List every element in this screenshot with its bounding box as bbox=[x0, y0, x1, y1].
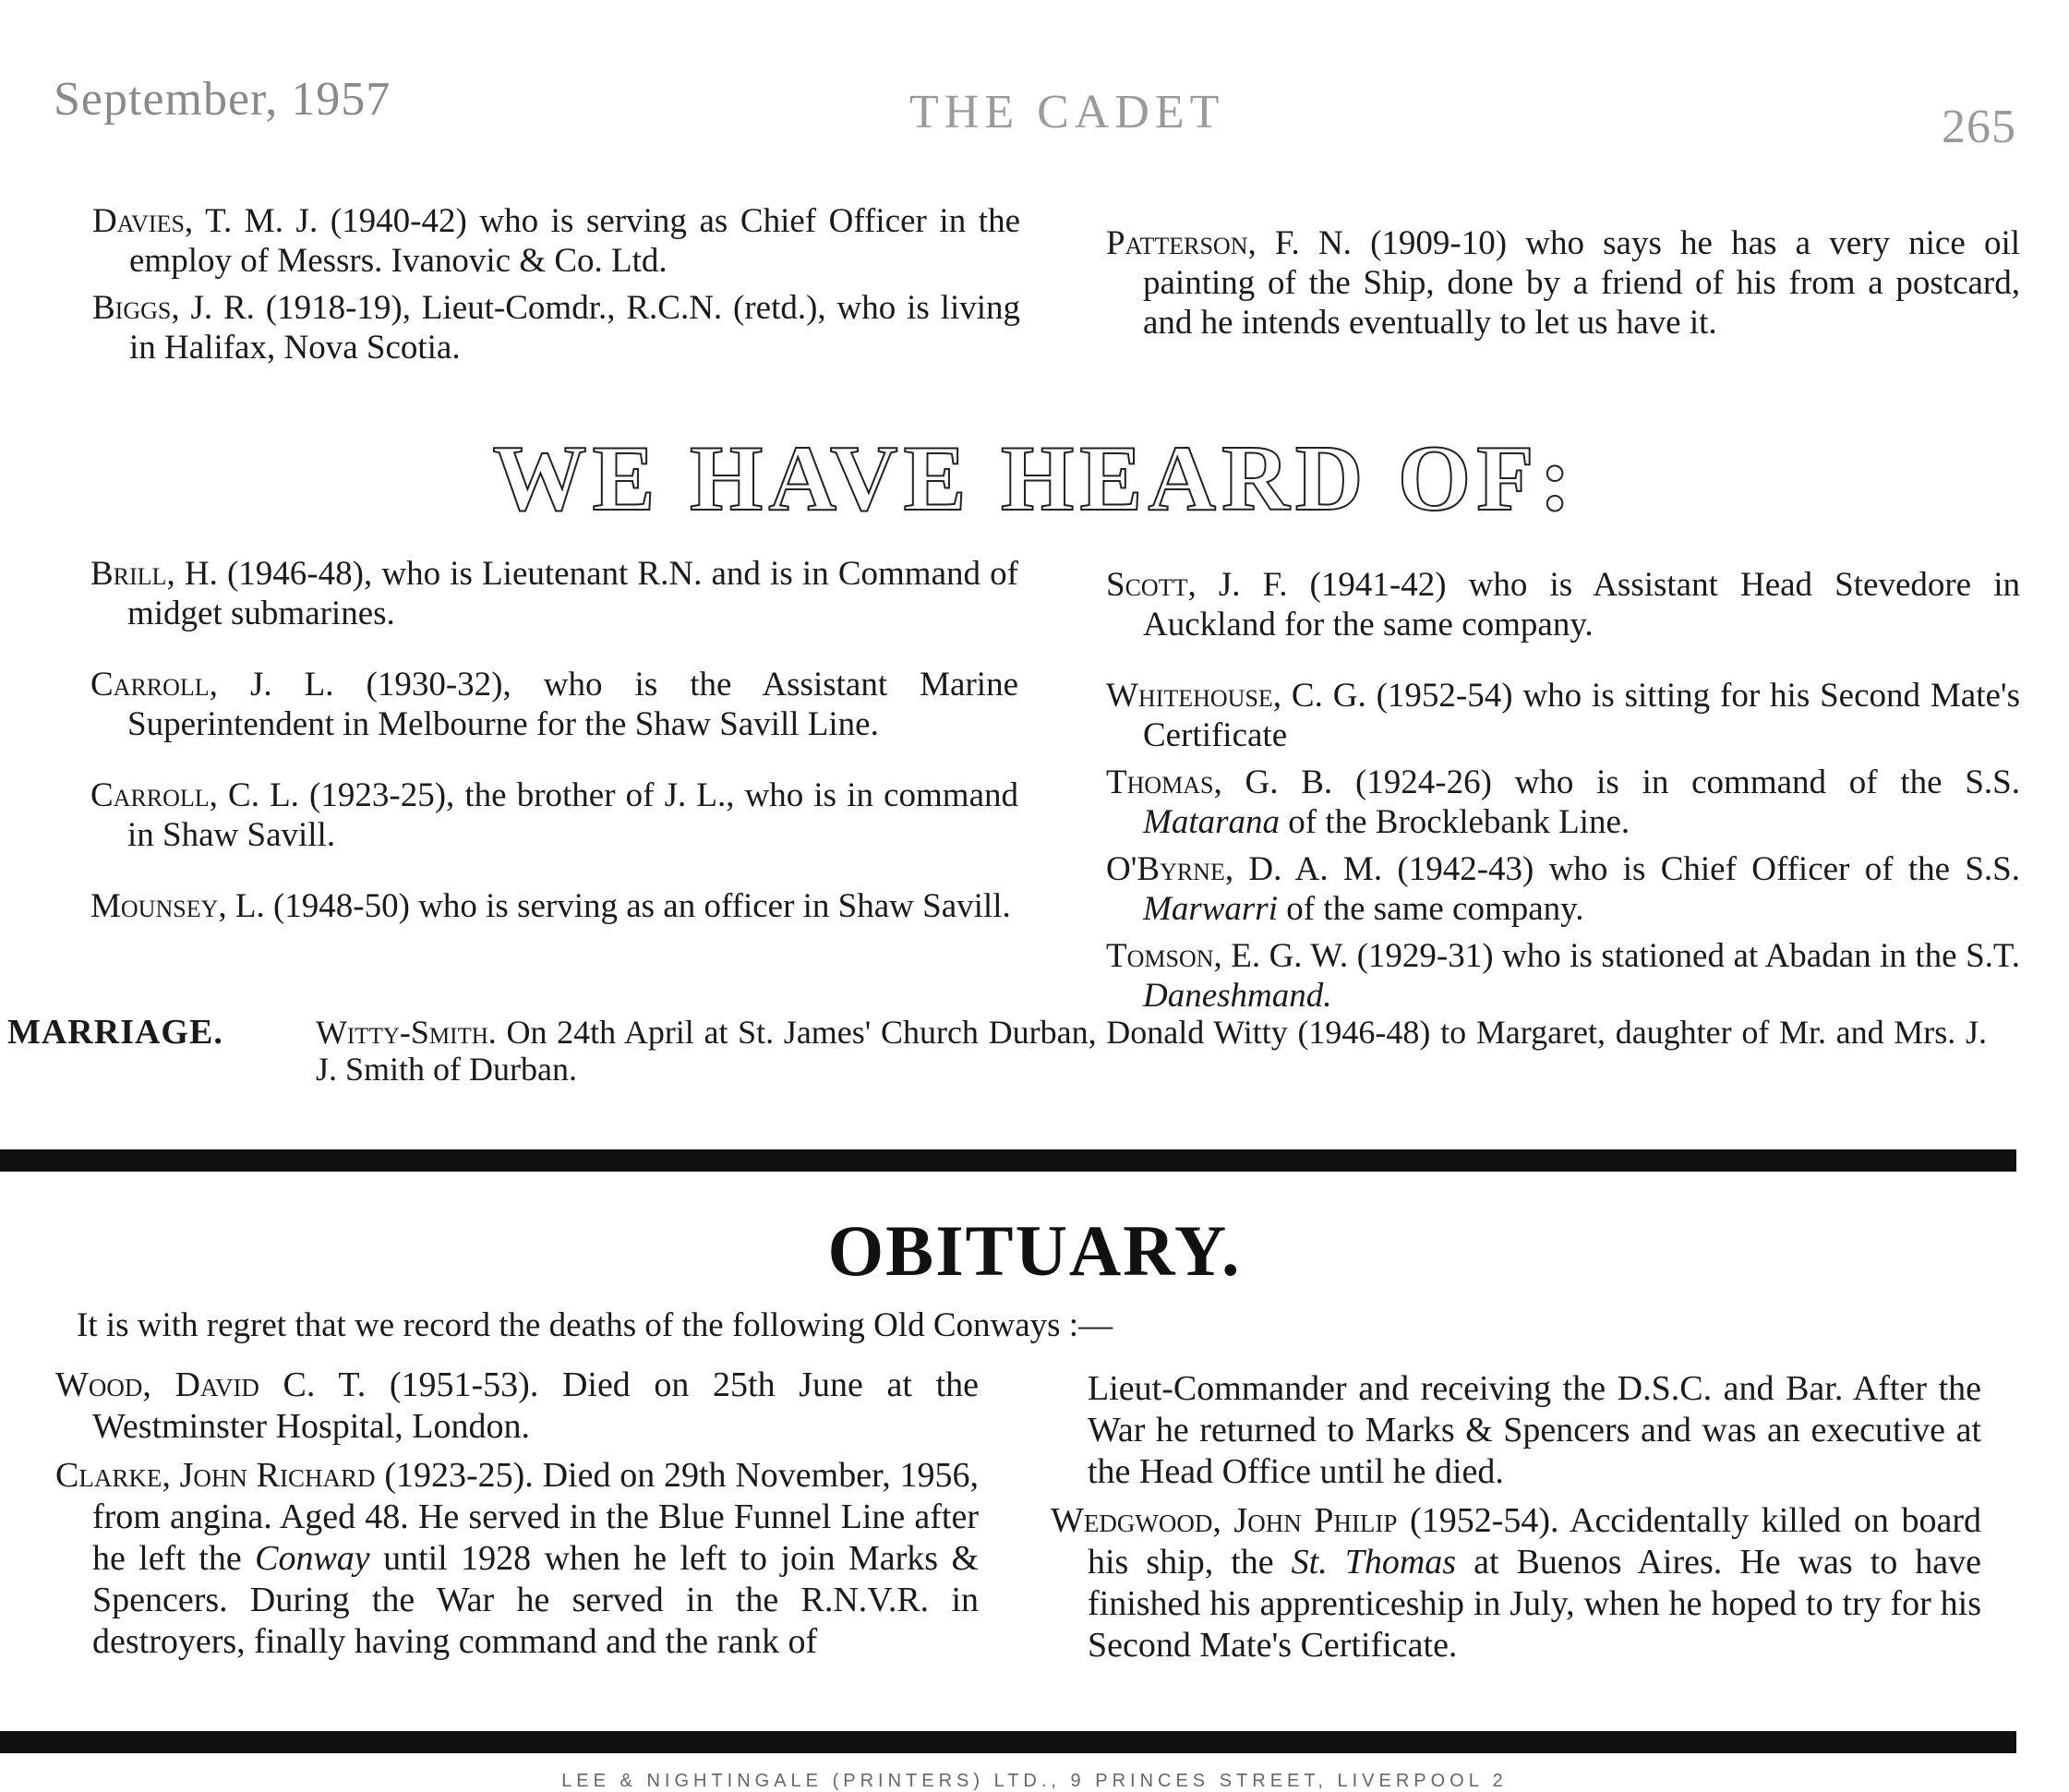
entry-brill: Brill, H. (1946-48), who is Lieutenant R.N. and is in Command of midget submarines. bbox=[90, 555, 1018, 632]
section-divider bbox=[0, 1149, 2016, 1172]
entry-patterson: Patterson, F. N. (1909-10) who says he has a very nice oil painting of the Ship, done by a friend of his from a postcard, and he intends eventually to let us have it. bbox=[1106, 224, 2021, 342]
obituary-right-column bbox=[1051, 1368, 1981, 1674]
entry-biggs: Biggs, J. R. (1918-19), Lieut-Comdr., R.C.N. (retd.), who is living in Halifax, Nova Scotia. bbox=[92, 289, 1020, 367]
header-date: September, 1957 bbox=[54, 73, 391, 126]
obit-wood: Wood, David C. T. (1951-53). Died on 25th June at the Westminster Hospital, London. bbox=[55, 1365, 979, 1446]
top-right-column bbox=[1106, 223, 2020, 350]
entry-tomson: Tomson, E. G. W. (1929-31) who is stationed at Abadan in the S.T. Daneshmand. bbox=[1106, 937, 2020, 1015]
entry-scott: Scott, J. F. (1941-42) who is Assistant Head Stevedore in Auckland for the same company. bbox=[1106, 566, 2020, 643]
entry-thomas: Thomas, G. B. (1924-26) who is in command of the S.S. Matarana of the Brocklebank Line. bbox=[1106, 764, 2020, 841]
obit-clarke-continued: Lieut-Commander and receiving the D.S.C. and Bar. After the War he returned to Marks & Spencers and was an executive at the Head Office until he died. bbox=[1088, 1369, 1981, 1491]
obit-wedgwood: Wedgwood, John Philip (1952-54). Accidentally killed on board his ship, the St. Thomas at Buenos Aires. He was to have finished his apprenticeship in July, when he hoped to try for his Second Mate's Certificate. bbox=[1051, 1501, 1981, 1665]
heard-left-column bbox=[90, 554, 1018, 933]
obituary-heading: OBITUARY. bbox=[827, 1210, 1242, 1291]
entry-carroll-jl: Carroll, J. L. (1930-32), who is the Assistant Marine Superintendent in Melbourne for the Shaw Savill Line. bbox=[90, 666, 1018, 743]
bottom-divider bbox=[0, 1731, 2016, 1753]
printer-imprint: LEE & NIGHTINGALE (PRINTERS) LTD., 9 PRINCES STREET, LIVERPOOL 2 bbox=[561, 1771, 1508, 1791]
entry-carroll-cl: Carroll, C. L. (1923-25), the brother of J. L., who is in command in Shaw Savill. bbox=[90, 776, 1018, 854]
entry-whitehouse: Whitehouse, C. G. (1952-54) who is sitting for his Second Mate's Certificate bbox=[1106, 677, 2020, 754]
magazine-title: THE CADET bbox=[909, 86, 1225, 138]
obituary-intro: It is with regret that we record the deaths of the following Old Conways :— bbox=[77, 1306, 1113, 1344]
obit-clarke: Clarke, John Richard (1923-25). Died on 29th November, 1956, from angina. Aged 48. He served in the Blue Funnel Line after he left the Conway until 1928 when he left to join Marks & Spencers. During the War he served in the R.N.V.R. in destroyers, finally having command and the rank of bbox=[55, 1456, 979, 1661]
marriage-label: MARRIAGE. bbox=[7, 1013, 223, 1052]
entry-obyrne: O'Byrne, D. A. M. (1942-43) who is Chief Officer of the S.S. Marwarri of the same company. bbox=[1106, 850, 2021, 928]
heard-of-heading: WE HAVE HEARD OF: bbox=[492, 427, 1577, 531]
top-left-column bbox=[92, 201, 1020, 375]
entry-davies: Davies, T. M. J. (1940-42) who is serving as Chief Officer in the employ of Messrs. Ivanovic & Co. Ltd. bbox=[92, 202, 1021, 280]
entry-mounsey: Mounsey, L. (1948-50) who is serving as an officer in Shaw Savill. bbox=[90, 887, 1011, 925]
obituary-left-column bbox=[55, 1365, 979, 1670]
heard-right-column bbox=[1106, 565, 2020, 1023]
page-number: 265 bbox=[1942, 101, 2016, 153]
marriage-text: Witty-Smith. On 24th April at St. James' Church Durban, Donald Witty (1946-48) to Margaret, daughter of Mr. and Mrs. J. J. Smith of Durban. bbox=[316, 1014, 1987, 1088]
